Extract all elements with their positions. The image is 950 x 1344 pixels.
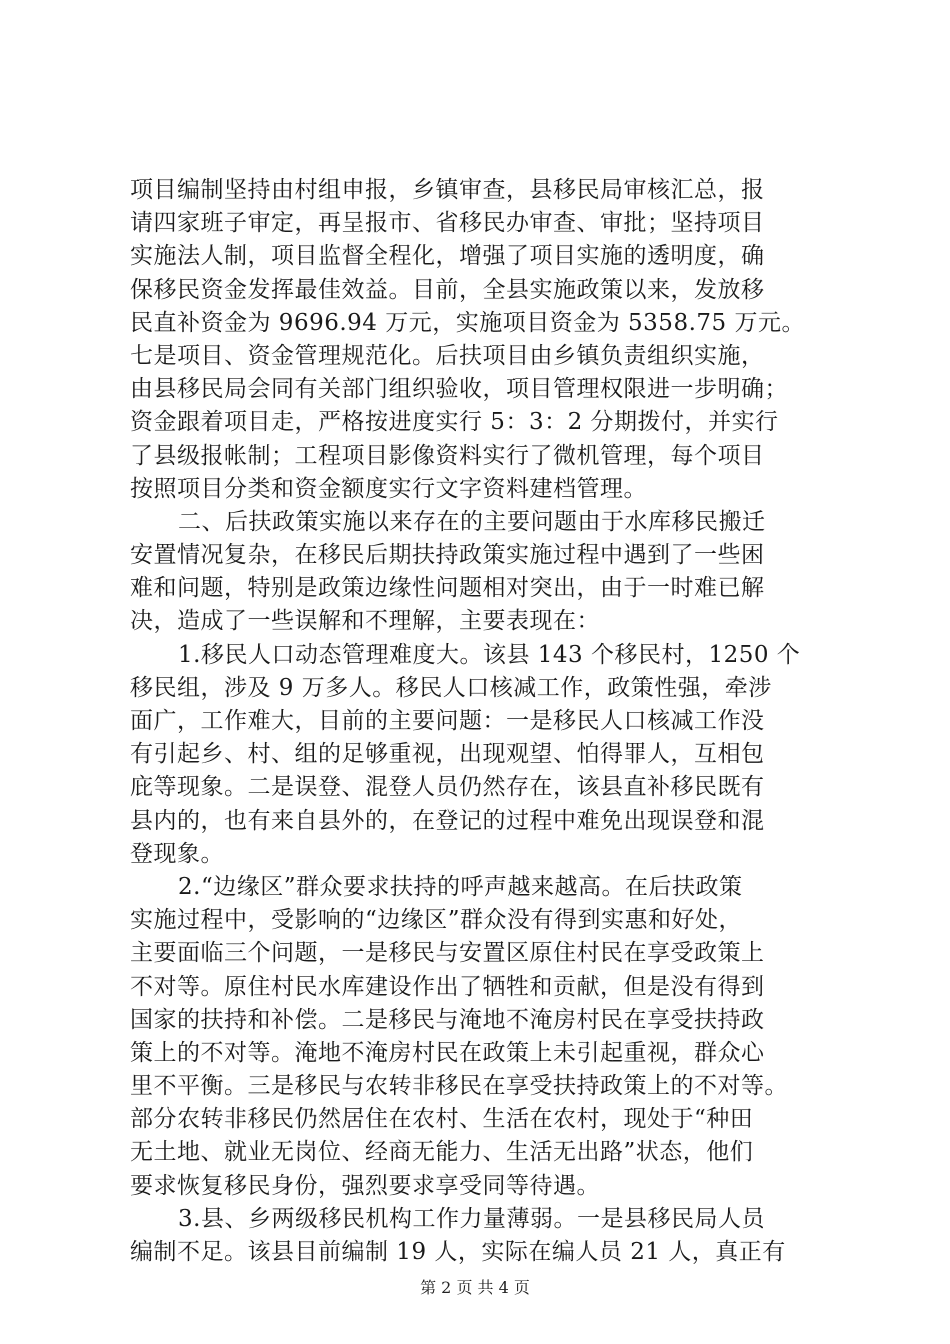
text-line: 2.“边缘区”群众要求扶持的呼声越来越高。在后扶政策 xyxy=(178,873,743,900)
text-line: 安置情况复杂，在移民后期扶持政策实施过程中遇到了一些困 xyxy=(130,542,765,569)
text-line: 实施过程中，受影响的“边缘区”群众没有得到实惠和好处， xyxy=(130,907,743,934)
text-line: 了县级报帐制；工程项目影像资料实行了微机管理，每个项目 xyxy=(130,442,765,469)
text-line: 国家的扶持和补偿。二是移民与淹地不淹房村民在享受扶持政 xyxy=(130,1006,765,1033)
text-line: 编制不足。该县目前编制 19 人，实际在编人员 21 人，真正有 xyxy=(130,1239,786,1265)
text-line: 保移民资金发挥最佳效益。目前，全县实施政策以来，发放移 xyxy=(130,276,765,303)
text-line: 策上的不对等。淹地不淹房村民在政策上未引起重视，群众心 xyxy=(130,1039,765,1066)
text-line: 项目编制坚持由村组申报，乡镇审查，县移民局审核汇总，报 xyxy=(130,177,765,203)
text-line: 请四家班子审定，再呈报市、省移民办审查、审批；坚持项目 xyxy=(130,210,765,237)
text-line: 登现象。 xyxy=(130,840,224,867)
text-line: 县内的，也有来自县外的，在登记的过程中难免出现误登和混 xyxy=(130,807,765,834)
text-line: 有引起乡、村、组的足够重视，出现观望、怕得罪人，互相包 xyxy=(130,741,765,768)
text-line: 3.县、乡两级移民机构工作力量薄弱。一是县移民局人员 xyxy=(178,1205,765,1232)
text-line: 部分农转非移民仍然居住在农村、生活在农村，现处于“种田 xyxy=(130,1106,754,1133)
text-line: 不对等。原住村民水库建设作出了牺牲和贡献，但是没有得到 xyxy=(130,973,765,1000)
text-line: 决，造成了一些误解和不理解，主要表现在： xyxy=(130,608,600,635)
text-line: 主要面临三个问题，一是移民与安置区原住村民在享受政策上 xyxy=(130,940,765,967)
text-line: 移民组，涉及 9 万多人。移民人口核减工作，政策性强，牵涉 xyxy=(130,674,772,701)
text-line: 民直补资金为 9696.94 万元，实施项目资金为 5358.75 万元。 xyxy=(130,309,805,336)
text-line: 里不平衡。三是移民与农转非移民在享受扶持政策上的不对等。 xyxy=(130,1073,788,1100)
text-line: 面广，工作难大，目前的主要问题：一是移民人口核减工作没 xyxy=(130,708,765,734)
text-line: 1.移民人口动态管理难度大。该县 143 个移民村，1250 个 xyxy=(178,641,801,668)
document-body xyxy=(130,174,850,1269)
text-line: 二、后扶政策实施以来存在的主要问题由于水库移民搬迁 xyxy=(178,508,766,535)
text-line: 无土地、就业无岗位、经商无能力、生活无出路”状态，他们 xyxy=(130,1139,754,1166)
text-line: 按照项目分类和资金额度实行文字资料建档管理。 xyxy=(130,475,647,502)
page-footer: 第 2 页 共 4 页 xyxy=(420,1278,530,1297)
text-line: 实施法人制，项目监督全程化，增强了项目实施的透明度，确 xyxy=(130,243,765,270)
text-line: 七是项目、资金管理规范化。后扶项目由乡镇负责组织实施， xyxy=(130,342,765,369)
text-line: 难和问题，特别是政策边缘性问题相对突出，由于一时难已解 xyxy=(130,575,765,602)
text-line: 由县移民局会同有关部门组织验收，项目管理权限进一步明确； xyxy=(130,376,788,403)
text-line: 资金跟着项目走，严格按进度实行 5：3：2 分期拨付，并实行 xyxy=(130,409,779,436)
text-line: 要求恢复移民身份，强烈要求享受同等待遇。 xyxy=(130,1172,600,1199)
text-line: 庇等现象。二是误登、混登人员仍然存在，该县直补移民既有 xyxy=(130,774,765,801)
